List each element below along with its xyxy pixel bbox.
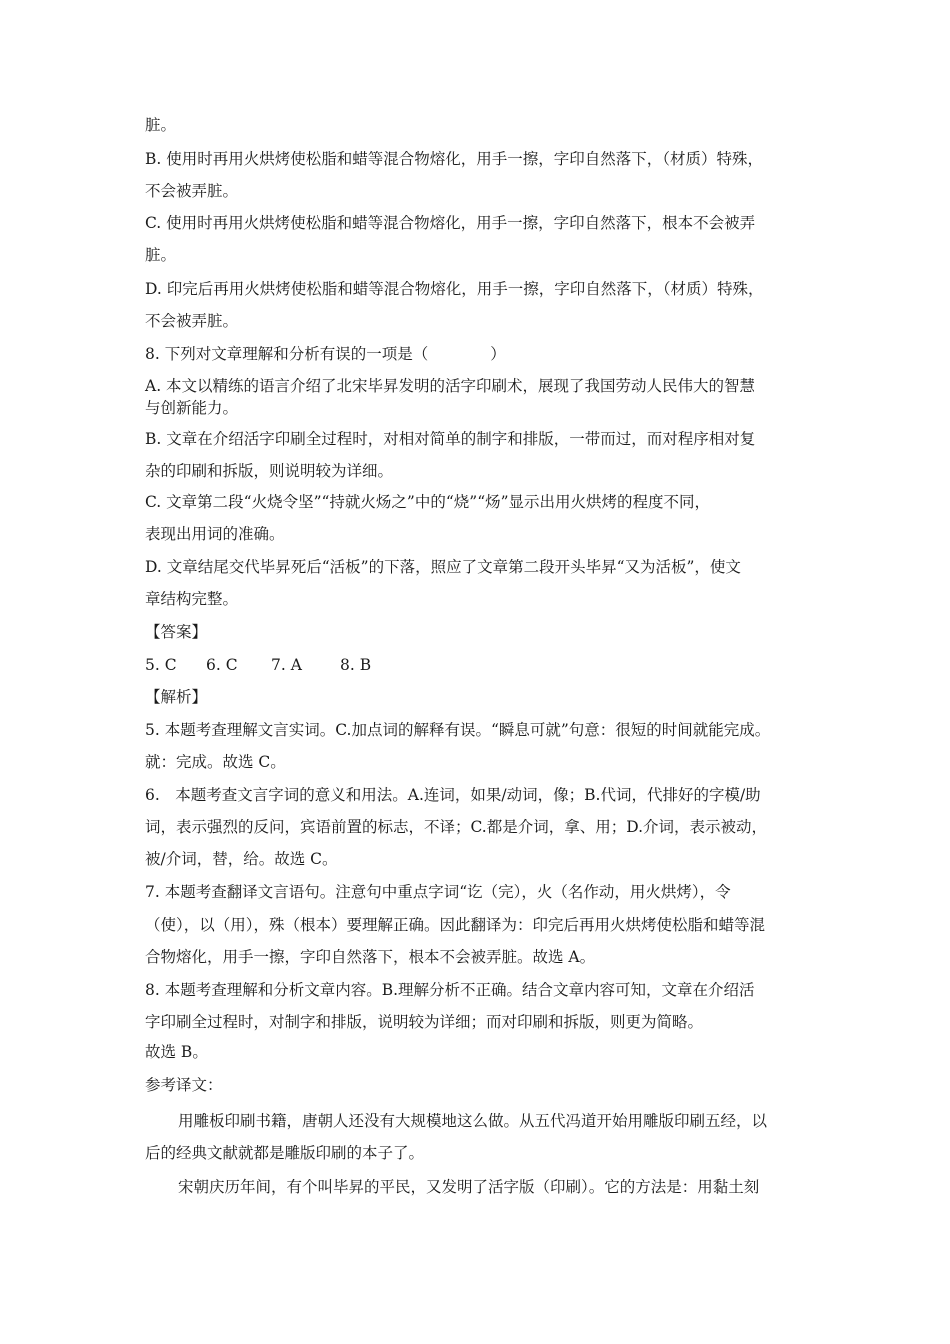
analysis-line: 6. 本题考查文言字词的意义和用法。A.连词，如果/动词，像；B.代词，代排好的字模/助 bbox=[145, 786, 761, 804]
analysis-line: 7. 本题考查翻译文言语句。注意句中重点字词“讫（完），火（名作动，用火烘烤），令 bbox=[145, 883, 731, 901]
translation-paragraph2-line1: 宋朝庆历年间，有个叫毕昇的平民，又发明了活字版（印刷）。它的方法是：用黏土刻 bbox=[178, 1178, 760, 1196]
q8-option-a-line1: A. 本文以精练的语言介绍了北宋毕昇发明的活字印刷术，展现了我国劳动人民伟大的智慧 bbox=[145, 377, 756, 395]
answer-list bbox=[145, 654, 371, 676]
answer-heading: 【答案】 bbox=[145, 623, 208, 641]
q8-option-b-line1: B. 文章在介绍活字印刷全过程时，对相对简单的制字和排版，一带而过，而对程序相对复 bbox=[145, 430, 756, 448]
analysis-line: （使），以（用），殊（根本）要理解正确。因此翻译为：印完后再用火烘烤使松脂和蜡等混 bbox=[145, 916, 766, 934]
q7-option-a-continuation: 脏。 bbox=[145, 116, 177, 134]
translation-paragraph1-line2: 后的经典文献就都是雕版印刷的本子了。 bbox=[145, 1144, 425, 1162]
q7-option-b-line2: 不会被弄脏。 bbox=[145, 182, 239, 200]
q8-stem: 8. 下列对文章理解和分析有误的一项是（ ） bbox=[145, 345, 506, 363]
q7-option-c-line2: 脏。 bbox=[145, 246, 177, 264]
q8-option-a-line2: 与创新能力。 bbox=[145, 399, 239, 417]
analysis-line: 8. 本题考查理解和分析文章内容。B.理解分析不正确。结合文章内容可知，文章在介绍活 bbox=[145, 981, 755, 999]
analysis-heading: 【解析】 bbox=[145, 688, 208, 706]
answer-item: 5. C bbox=[145, 656, 177, 674]
analysis-line: 合物熔化，用手一擦，字印自然落下，根本不会被弄脏。故选 A。 bbox=[145, 948, 596, 966]
analysis-line: 就：完成。故选 C。 bbox=[145, 753, 286, 771]
q8-option-c-line2: 表现出用词的准确。 bbox=[145, 525, 285, 543]
q8-option-d-line1: D. 文章结尾交代毕昇死后“活板”的下落，照应了文章第二段开头毕昇“又为活板”，使文 bbox=[145, 558, 741, 576]
analysis-line: 5. 本题考查理解文言实词。C.加点词的解释有误。“瞬息可就”句意：很短的时间就能完成。 bbox=[145, 721, 771, 739]
answer-item: 6. C bbox=[206, 656, 238, 674]
q7-option-c-line1: C. 使用时再用火烘烤使松脂和蜡等混合物熔化，用手一擦，字印自然落下，根本不会被弄 bbox=[145, 214, 756, 232]
answer-item: 7. A bbox=[271, 656, 302, 674]
answer-item: 8. B bbox=[340, 656, 372, 674]
analysis-line: 词，表示强烈的反问，宾语前置的标志，不译；C.都是介词，拿、用；D.介词，表示被动， bbox=[145, 818, 768, 836]
q8-option-c-line1: C. 文章第二段“火烧令坚”“持就火炀之”中的“烧”“炀”显示出用火烘烤的程度不同， bbox=[145, 493, 711, 511]
analysis-line: 故选 B。 bbox=[145, 1043, 208, 1061]
q7-option-d-line2: 不会被弄脏。 bbox=[145, 312, 239, 330]
translation-paragraph1-line1: 用雕板印刷书籍，唐朝人还没有大规模地这么做。从五代冯道开始用雕版印刷五经，以 bbox=[178, 1112, 768, 1130]
q7-option-d-line1: D. 印完后再用火烘烤使松脂和蜡等混合物熔化，用手一擦，字印自然落下，（材质）特殊， bbox=[145, 280, 764, 298]
analysis-line: 被/介词，替，给。故选 C。 bbox=[145, 850, 338, 868]
analysis-line: 字印刷全过程时，对制字和排版，说明较为详细；而对印刷和拆版，则更为简略。 bbox=[145, 1013, 704, 1031]
q7-option-b-line1: B. 使用时再用火烘烤使松脂和蜡等混合物熔化，用手一擦，字印自然落下，（材质）特殊， bbox=[145, 150, 763, 168]
q8-option-b-line2: 杂的印刷和拆版，则说明较为详细。 bbox=[145, 462, 394, 480]
q8-option-d-line2: 章结构完整。 bbox=[145, 590, 239, 608]
translation-heading: 参考译文： bbox=[145, 1076, 223, 1094]
